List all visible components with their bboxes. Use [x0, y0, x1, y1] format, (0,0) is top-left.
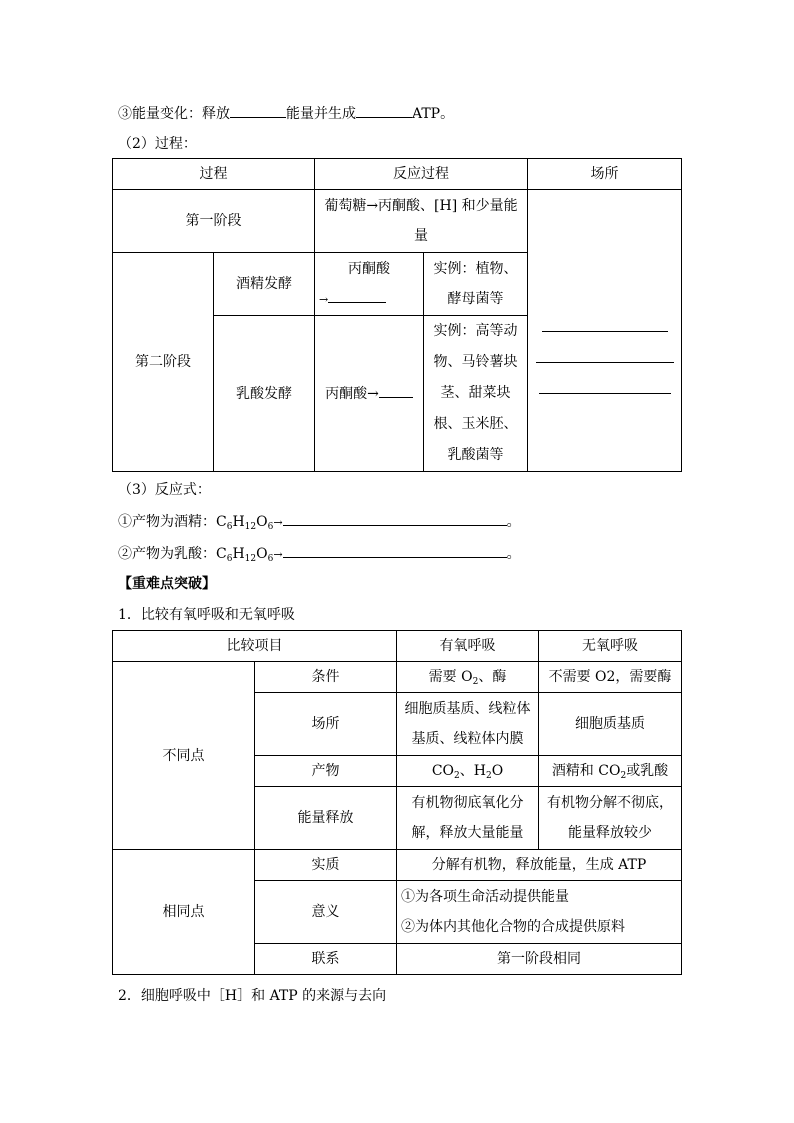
header-item: 比较项目	[113, 631, 397, 662]
lactic-reaction-cell	[315, 316, 424, 472]
alcohol-equation: ①产物为酒精：$C_6H_{12}O_6\to$ 。	[118, 511, 521, 533]
alcohol-reaction-line: →	[319, 284, 419, 315]
essence-item: 实质	[255, 850, 397, 881]
stage2-label: 第二阶段	[113, 253, 214, 472]
energy-suffix: ATP。	[412, 106, 455, 122]
energy-item: 能量释放	[255, 787, 397, 850]
energy-mid: 能量并生成	[286, 106, 356, 122]
lactic-examples: 实例：高等动物、马铃薯块茎、甜菜块根、玉米胚、乳酸菌等	[424, 316, 528, 472]
place-anaerobic: 细胞质基质	[539, 693, 682, 756]
place-aerobic: 细胞质基质、线粒体基质、线粒体内膜	[397, 693, 539, 756]
product-item: 产物	[255, 756, 397, 787]
compare-table	[112, 630, 682, 975]
stage1-reaction: 葡萄糖→丙酮酸、[H] 和少量能量	[315, 190, 528, 253]
answer-blank[interactable]	[283, 543, 507, 558]
process-heading: （2）过程：	[118, 136, 197, 152]
essence-value: 分解有机物，释放能量，生成 ATP	[397, 850, 682, 881]
answer-blank[interactable]	[379, 383, 413, 398]
product-anaerobic: 酒精和 $CO_2$或乳酸	[539, 756, 682, 787]
same-label: 相同点	[113, 850, 255, 975]
condition-anaerobic: 不需要 O2，需要酶	[539, 662, 682, 693]
diff-label: 不同点	[113, 662, 255, 850]
link-value: 第一阶段相同	[397, 944, 682, 975]
meaning-item: 意义	[255, 881, 397, 944]
lactic-reaction-text: 丙酮酸→	[325, 385, 379, 402]
energy-aerobic: 有机物彻底氧化分解，释放大量能量	[397, 787, 539, 850]
link-item: 联系	[255, 944, 397, 975]
header-reaction: 反应过程	[315, 159, 528, 190]
energy-prefix: ③能量变化：释放	[118, 106, 230, 122]
alcohol-reaction-cell	[315, 253, 424, 316]
answer-blank[interactable]	[283, 511, 507, 526]
place-blank-2[interactable]	[536, 348, 674, 363]
stage1-label: 第一阶段	[113, 190, 315, 253]
energy-change-line	[118, 103, 454, 124]
section-title: 【重难点突破】	[118, 576, 216, 592]
place-blank-1[interactable]	[542, 317, 668, 332]
header-place: 场所	[528, 159, 682, 190]
energy-anaerobic: 有机物分解不彻底，能量释放较少	[539, 787, 682, 850]
place-blank-3[interactable]	[539, 379, 671, 394]
product-aerobic: $CO_2$、$H_2O$	[397, 756, 539, 787]
alcohol-examples: 实例：植物、酵母菌等	[424, 253, 528, 316]
lactic-equation: ②产物为乳酸：$C_6H_{12}O_6\to$ 。	[118, 543, 521, 565]
lactic-fermentation: 乳酸发酵	[214, 316, 315, 472]
answer-blank[interactable]	[230, 103, 286, 118]
answer-blank[interactable]	[356, 103, 412, 118]
header-process: 过程	[113, 159, 315, 190]
meaning-value: ①为各项生命活动提供能量 ②为体内其他化合物的合成提供原料	[397, 881, 682, 944]
condition-aerobic: 需要 $O_2$、酶	[397, 662, 539, 693]
alcohol-reaction-text: 丙酮酸	[348, 260, 390, 277]
place-item: 场所	[255, 693, 397, 756]
condition-item: 条件	[255, 662, 397, 693]
alcohol-fermentation: 酒精发酵	[214, 253, 315, 316]
question-2: 2．细胞呼吸中［H］和 ATP 的来源与去向	[118, 988, 387, 1004]
question-1: 1．比较有氧呼吸和无氧呼吸	[118, 607, 295, 623]
equation-heading: （3）反应式：	[118, 482, 211, 498]
header-aerobic: 有氧呼吸	[397, 631, 539, 662]
process-table	[112, 158, 682, 472]
place-cell	[528, 190, 682, 472]
answer-blank[interactable]	[328, 288, 386, 303]
header-anaerobic: 无氧呼吸	[539, 631, 682, 662]
